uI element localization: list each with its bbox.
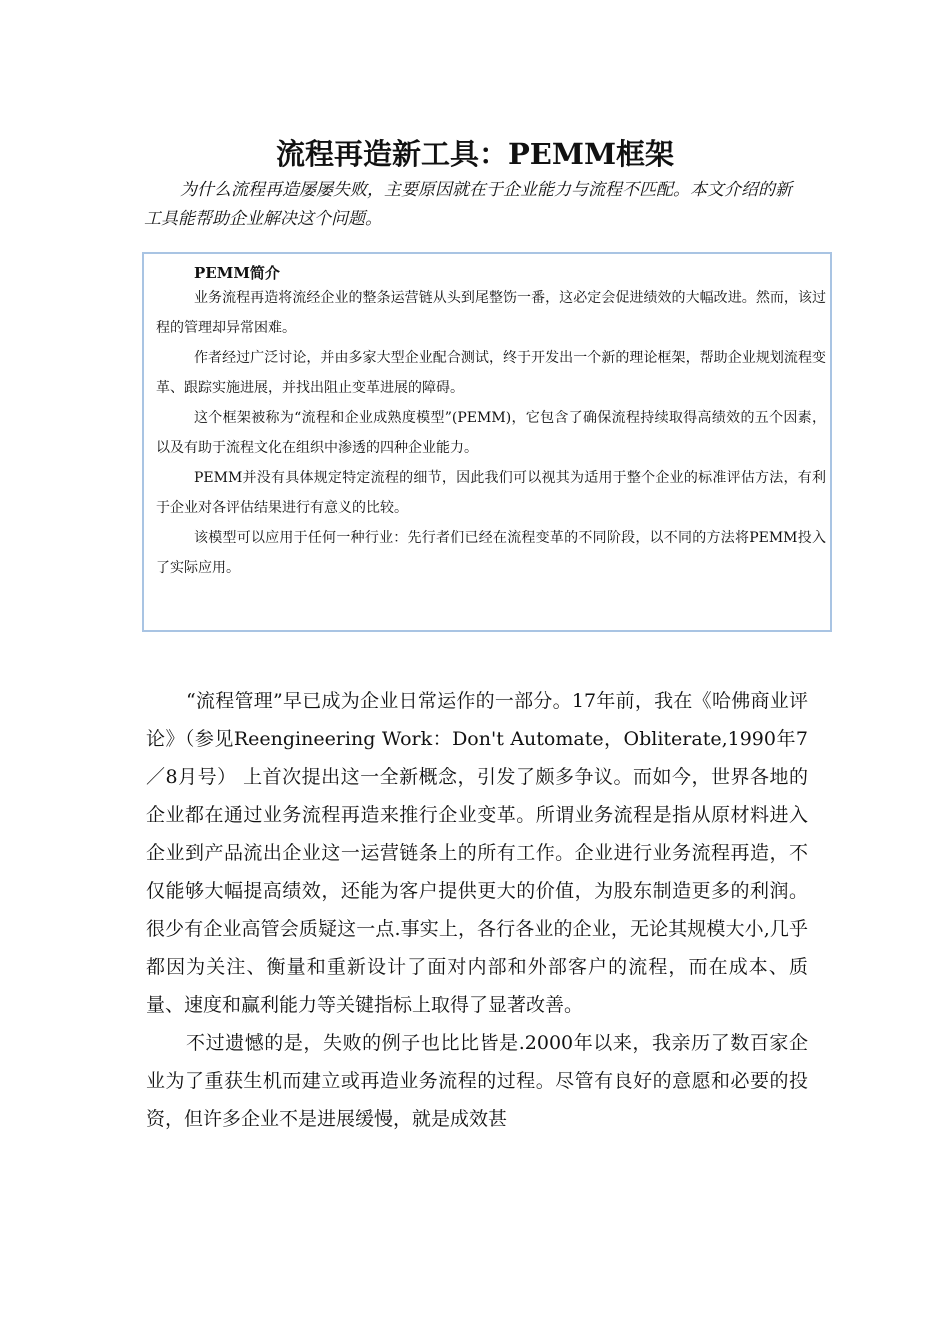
intro-box-body (156, 283, 826, 583)
body-paragraph: “流程管理”早已成为企业日常运作的一部分。17年前，我在《哈佛商业评论》（参见Reengineering Work：Don't Automate，Obliterate,1990年7／8月号） 上首次提出这一全新概念，引发了颇多争议。而如今，世界各地的企业都在通过业务流程再造来推行企业变革。所谓业务流程是指从原材料进入企业到产品流出企业这一运营链条上的所有工作。企业进行业务流程再造，不仅能够大幅提高绩效，还能为客户提供更大的价值，为股东制造更多的利润。很少有企业高管会质疑这一点.事实上，各行各业的企业，无论其规模大小,几乎都因为关注、衡量和重新设计了面对内部和外部客户的流程，而在成本、质量、速度和赢利能力等关键指标上取得了显著改善。 (146, 690, 808, 1016)
body-paragraph: 不过遗憾的是，失败的例子也比比皆是.2000年以来，我亲历了数百家企业为了重获生机而建立或再造业务流程的过程。尽管有良好的意愿和必要的投资，但许多企业不是进展缓慢，就是成效甚 (146, 1032, 808, 1130)
document-title: 流程再造新工具：PEMM框架 (275, 137, 675, 171)
intro-paragraph: 这个框架被称为“流程和企业成熟度模型”(PEMM)，它包含了确保流程持续取得高绩效的五个因素，以及有助于流程文化在组织中渗透的四种企业能力。 (156, 410, 826, 456)
intro-paragraph: 该模型可以应用于任何一种行业：先行者们已经在流程变革的不同阶段，以不同的方法将PEMM投入了实际应用。 (156, 530, 826, 576)
intro-paragraph: 业务流程再造将流经企业的整条运营链从头到尾整饬一番，这必定会促进绩效的大幅改进。然而，该过程的管理却异常困难。 (156, 290, 826, 336)
document-subtitle: 为什么流程再造屡屡失败，主要原因就在于企业能力与流程不匹配。本文介绍的新工具能帮助企业解决这个问题。 (144, 180, 792, 229)
intro-box-heading: PEMM简介 (194, 264, 280, 282)
article-body (146, 682, 808, 1138)
intro-paragraph: PEMM并没有具体规定特定流程的细节，因此我们可以视其为适用于整个企业的标准评估方法，有利于企业对各评估结果进行有意义的比较。 (156, 470, 826, 516)
intro-paragraph: 作者经过广泛讨论，并由多家大型企业配合测试，终于开发出一个新的理论框架，帮助企业规划流程变革、跟踪实施进展，并找出阻止变革进展的障碍。 (156, 350, 826, 396)
pemm-intro-box (142, 252, 832, 632)
